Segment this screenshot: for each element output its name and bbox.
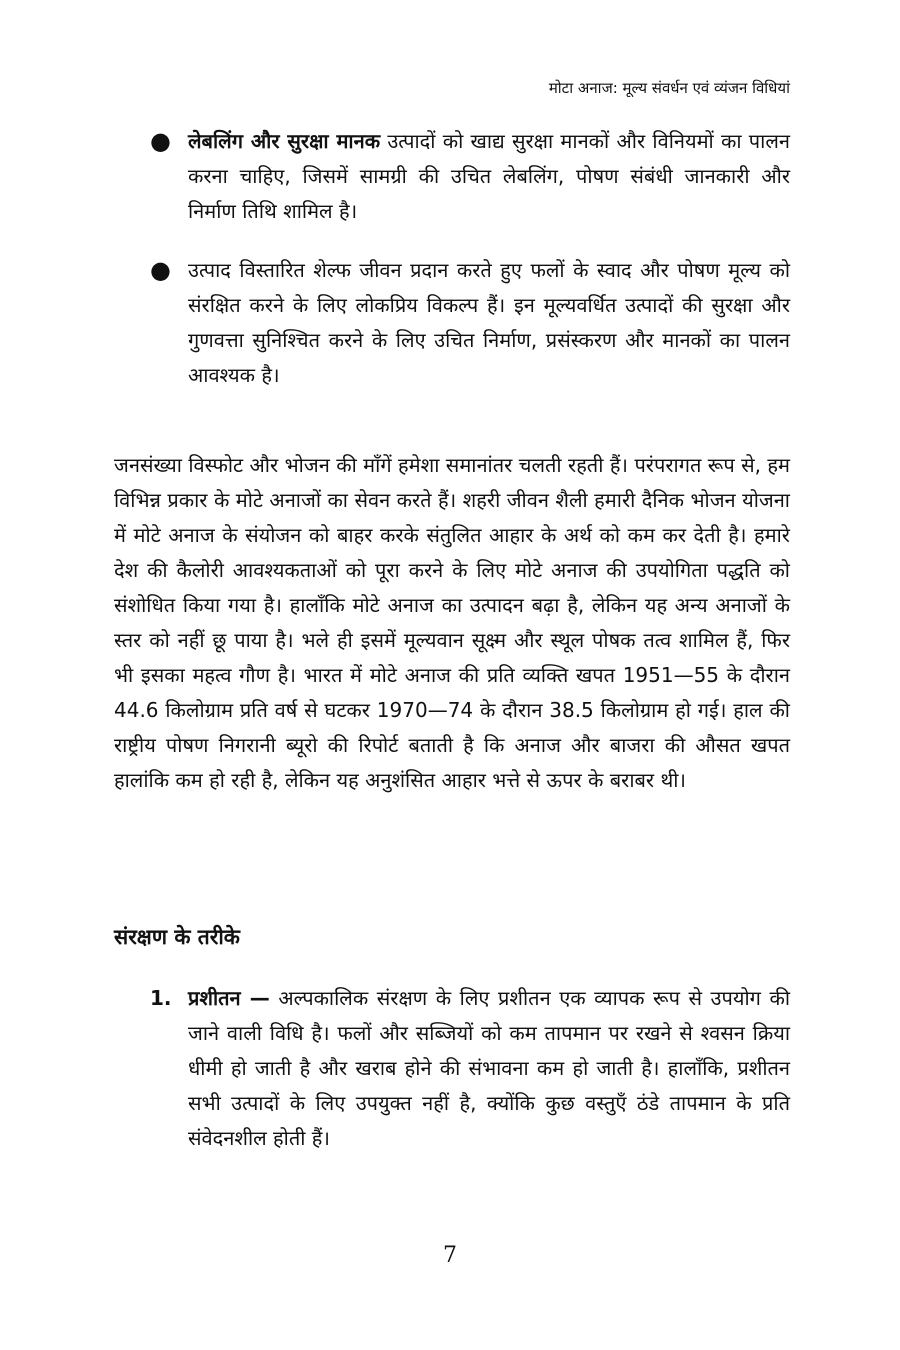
bullet-text: उत्पाद विस्तारित शेल्फ जीवन प्रदान करते हुए फलों के स्वाद और पोषण मूल्य को संरक्षित करने के लिए लोकप्रिय विकल्प हैं। इन मूल्यवर्धित उत्पादों की सुरक्षा और गुणवत्ता सुनिश्चित करने के लिए उचित निर्माण, प्रसंस्करण और मानकों का पालन आवश्यक है।	[188, 258, 790, 387]
bullet-bold-lead: लेबलिंग और सुरक्षा मानक	[188, 129, 381, 153]
numbered-item-refrigeration	[150, 981, 790, 1156]
bullet-icon: ●	[150, 127, 171, 155]
bullet-text: उत्पादों को खाद्य सुरक्षा मानकों और विनियमों का पालन करना चाहिए, जिसमें सामग्री की उचित लेबलिंग, पोषण संबंधी जानकारी और निर्माण तिथि शामिल है।	[188, 129, 790, 223]
bullet-list	[150, 124, 790, 417]
body-paragraph: जनसंख्या विस्फोट और भोजन की माँगें हमेशा समानांतर चलती रहती हैं। परंपरागत रूप से, हम विभिन्न प्रकार के मोटे अनाजों का सेवन करते हैं। शहरी जीवन शैली हमारी दैनिक भोजन योजना में मोटे अनाज के संयोजन को बाहर करके संतुलित आहार के अर्थ को कम कर देती है। हमारे देश की कैलोरी आवश्यकताओं को पूरा करने के लिए मोटे अनाज की उपयोगिता पद्धति को संशोधित किया गया है। हालाँकि मोटे अनाज का उत्पादन बढ़ा है, लेकिन यह अन्य अनाजों के स्तर को नहीं छू पाया है। भले ही इसमें मूल्यवान सूक्ष्म और स्थूल पोषक तत्व शामिल हैं, फिर भी इसका महत्व गौण है। भारत में मोटे अनाज की प्रति व्यक्ति खपत 1951—55 के दौरान 44.6 किलोग्राम प्रति वर्ष से घटकर 1970—74 के दौरान 38.5 किलोग्राम हो गई। हाल की राष्ट्रीय पोषण निगरानी ब्यूरो की रिपोर्ट बताती है कि अनाज और बाजरा की औसत खपत हालांकि कम हो रही है, लेकिन यह अनुशंसित आहार भत्ते से ऊपर के बराबर थी।	[114, 453, 790, 792]
page-number: 7	[443, 1243, 457, 1268]
item-text: अल्पकालिक संरक्षण के लिए प्रशीतन एक व्यापक रूप से उपयोग की जाने वाली विधि है। फलों और सब्जियों को कम तापमान पर रखने से श्वसन क्रिया धीमी हो जाती है और खराब होने की संभावना कम हो जाती है। हालाँकि, प्रशीतन सभी उत्पादों के लिए उपयुक्त नहीं है, क्योंकि कुछ वस्तुएँ ठंडे तापमान के प्रति संवेदनशील होती हैं।	[188, 986, 790, 1150]
item-bold-lead: प्रशीतन —	[188, 986, 270, 1010]
bullet-icon: ●	[150, 256, 171, 284]
section-heading: संरक्षण के तरीके	[114, 925, 240, 949]
item-number: 1.	[150, 986, 172, 1010]
bullet-item-labeling	[150, 124, 790, 229]
bullet-item-products	[150, 253, 790, 393]
running-header: मोटा अनाज: मूल्य संवर्धन एवं व्यंजन विधियां	[548, 79, 790, 97]
